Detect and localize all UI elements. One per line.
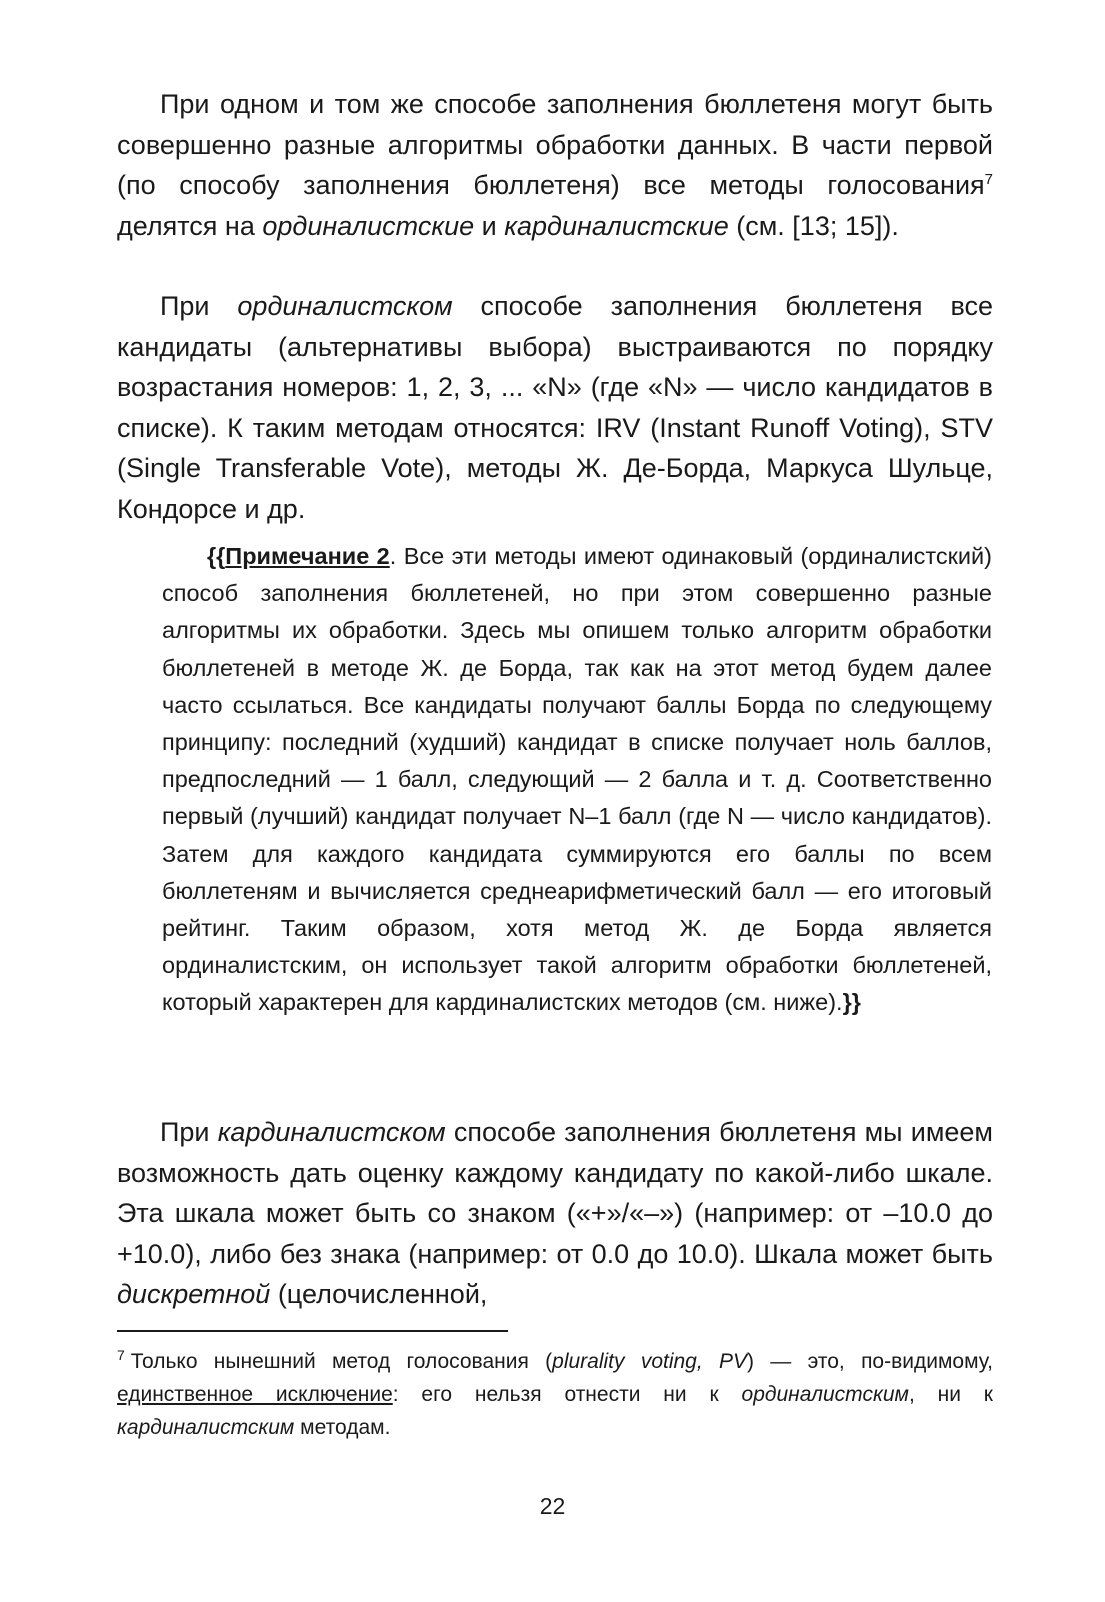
paragraph-cardinalist-method bbox=[117, 1112, 993, 1321]
text-span: и bbox=[474, 210, 505, 241]
emphasis-discrete: дискретной bbox=[117, 1279, 271, 1309]
text-span: , ни к bbox=[908, 1383, 993, 1406]
text-span: ) — это, по-видимому, bbox=[747, 1350, 994, 1373]
note-title: Примечание 2 bbox=[225, 543, 390, 569]
footnote-mark: 7 bbox=[117, 1347, 125, 1363]
emphasis-ordinalist: ординалистские bbox=[262, 210, 475, 241]
text-span: методам. bbox=[294, 1416, 391, 1439]
emphasis-ordinalist: ординалистским bbox=[741, 1383, 909, 1406]
emphasis-cardinalist: кардиналистские bbox=[504, 210, 729, 241]
note-block bbox=[162, 538, 992, 1022]
text-span: делятся на bbox=[117, 210, 263, 241]
text-span: При одном и том же способе заполнения бюллетеня могут быть совершенно разные алгоритмы обработки данных. В части первой (по способу заполнения бюллетеня) все методы голосования bbox=[117, 89, 993, 200]
footnote-divider bbox=[117, 1330, 508, 1332]
text-span: способе заполнения бюллетеня все кандидаты (альтернативы выбора) выстраиваются по порядку возрастания номеров: 1, 2, 3, ... «N» (где «N» — число кандидатов в списке). К таким методам относятся: IRV (Instant Runoff Voting), STV (Single Transferable Vote), методы Ж. Де-Борда, Маркуса Шульце, Кондорсе и др. bbox=[117, 291, 993, 524]
note-text: . Все эти методы имеют одинаковый (ординалистский) способ заполнения бюллетеней, но при этом совершенно разные алгоритмы их обработки. Здесь мы опишем только алгоритм обработки бюллетеней в методе Ж. де Борда, так как на этот метод будем далее часто ссылаться. Все кандидаты получают баллы Борда по следующему принципу: последний (худший) кандидат в списке получает ноль баллов, предпоследний — 1 балл, следующий — 2 балла и т. д. Соответственно первый (лучший) кандидат получает N–1 балл (где N — число кандидатов). Затем для каждого кандидата суммируются его баллы по всем бюллетеням и вычисляется среднеарифметический балл — его итоговый рейтинг. Таким образом, хотя метод Ж. де Борда является ординалистским, он использует такой алгоритм обработки бюллетеней, который характерен для кардиналистских методов (см. ниже). bbox=[162, 543, 992, 1016]
text-span: При bbox=[160, 291, 238, 321]
footnote bbox=[117, 1345, 993, 1444]
page-number: 22 bbox=[539, 1493, 566, 1519]
emphasis-cardinalist: кардиналистским bbox=[117, 1416, 295, 1439]
emphasis-plurality-voting: plurality voting, PV bbox=[552, 1350, 748, 1373]
text-span: способе заполнения бюллетеня мы имеем возможность дать оценку каждому кандидату по какой-либо шкале. Эта шкала может быть со знаком («+»/«–») (например: от –10.0 до +10.0), либо без знака (например: от 0.0 до 10.0). Шкала может быть bbox=[117, 1117, 993, 1269]
text-span: (см. [13; 15]). bbox=[728, 210, 899, 241]
paragraph-ordinalist-method bbox=[117, 286, 993, 535]
emphasis-cardinalist: кардиналистском bbox=[217, 1117, 446, 1147]
footnote-reference[interactable]: 7 bbox=[984, 171, 993, 188]
text-span: Только нынешний метод голосования ( bbox=[130, 1350, 553, 1373]
underlined-exception: единственное исключение bbox=[117, 1383, 393, 1406]
paragraph-voting-methods-intro bbox=[117, 84, 993, 252]
text-span: При bbox=[160, 1117, 218, 1147]
emphasis-ordinalist: ординалистском bbox=[237, 291, 453, 321]
note-close-brace: }} bbox=[842, 989, 861, 1016]
note-open-brace: {{ bbox=[207, 543, 226, 569]
text-span: : его нельзя отнести ни к bbox=[392, 1383, 742, 1406]
text-span: (целочисленной, bbox=[270, 1279, 488, 1309]
